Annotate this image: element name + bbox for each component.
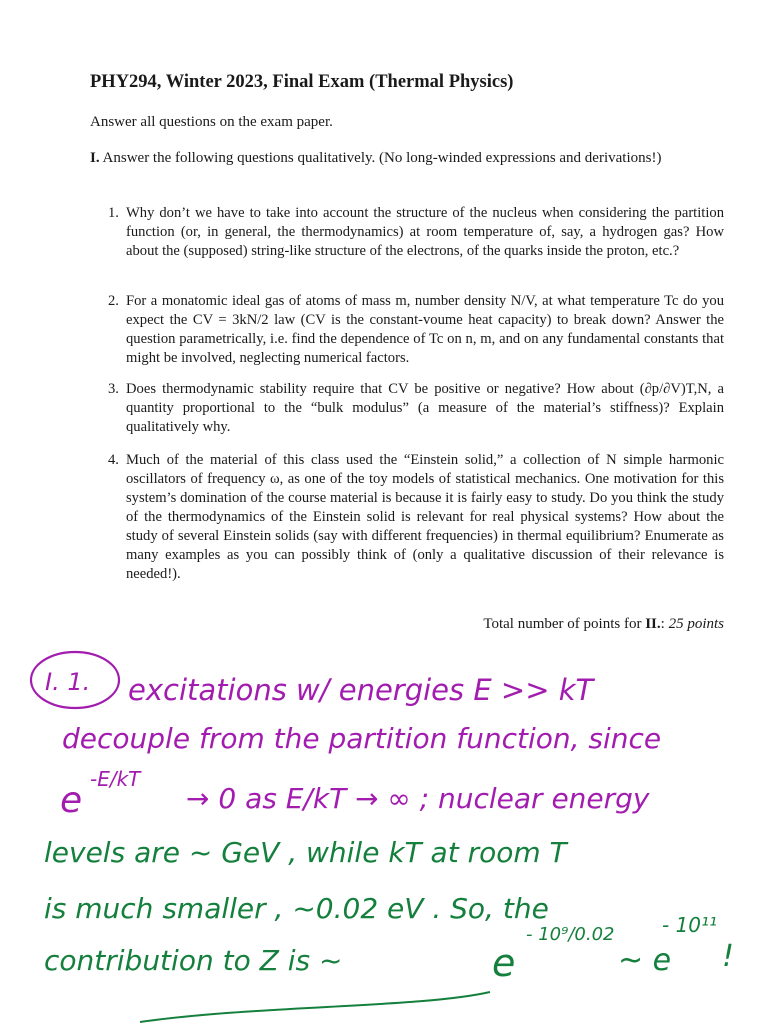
points-prefix: Total number of points for (483, 616, 646, 632)
answer-label: I. 1. (45, 668, 91, 696)
underline-stroke (140, 992, 490, 1022)
question-number: 1. (108, 205, 119, 221)
question-1 (108, 204, 724, 261)
question-4 (108, 451, 724, 584)
question-number: 2. (108, 293, 119, 309)
question-text: Much of the material of this class used the “Einstein solid,” a collection of N simple harmonic oscillators of frequency ω, as one of the toy models of statistical mechanics. One motivation for this system’s domination of the course material is because it is fairly easy to study. Do you think the study of the thermodynamics of the Einstein solid is relevant for real physical systems? How about the study of several Einstein solids (say with different frequencies) in thermal equilibrium? Enumerate as many examples as you can possibly think of (only a qualitative discussion of their relevance is needed!). (126, 452, 724, 582)
hand-exp2-base: e (492, 941, 516, 985)
points-value: 25 points (668, 616, 724, 632)
hand-line-3: → 0 as E/kT → ∞ ; nuclear energy (186, 782, 650, 815)
question-number: 4. (108, 452, 119, 468)
question-number: 3. (108, 381, 119, 397)
question-text: Why don’t we have to take into account the structure of the nucleus when considering the partition function (or, in general, the thermodynamics) at room temperature of, say, a hydrogen gas? How about the (supposed) string-like structure of the electrons, of the quarks inside the proton, etc.? (126, 205, 724, 259)
part-label: I. (90, 150, 100, 166)
hand-exp-power: -E/kT (90, 767, 141, 791)
total-points (483, 616, 724, 633)
hand-line-2: decouple from the partition function, since (62, 722, 662, 755)
hand-line-4: levels are ~ GeV , while kT at room T (44, 836, 567, 869)
points-colon: : (660, 616, 665, 632)
question-2 (108, 292, 724, 368)
question-text: Does thermodynamic stability require that CV be positive or negative? How about (∂p/∂V)T,N, a quantity proportional to the “bulk modulus” (a measure of the material’s stiffness)? Explain qualitatively why. (126, 381, 724, 435)
question-3 (108, 380, 724, 437)
instructions: Answer all questions on the exam paper. (90, 114, 333, 130)
hand-exp-base: e (60, 780, 83, 821)
handwritten-answer (0, 640, 768, 1024)
hand-line-1: excitations w/ energies E >> kT (128, 673, 594, 707)
points-part: II. (645, 616, 661, 632)
part-heading (90, 150, 730, 167)
hand-line-5: is much smaller , ~0.02 eV . So, the (44, 892, 549, 925)
hand-exclaim: ! (722, 939, 735, 974)
hand-exp2-power: - 10⁹/0.02 (526, 924, 615, 945)
part-text: Answer the following questions qualitatively. (No long-winded expressions and derivations!) (102, 150, 662, 166)
hand-line-6: contribution to Z is ~ (44, 944, 343, 977)
exam-title: PHY294, Winter 2023, Final Exam (Thermal Physics) (90, 72, 514, 92)
hand-exp3: ~ e (618, 943, 672, 978)
question-text: For a monatomic ideal gas of atoms of mass m, number density N/V, at what temperature Tc do you expect the CV = 3kN/2 law (CV is the constant-voume heat capacity) to break down? Answer the question parametrically, i.e. find the dependence of Tc on n, m, and on any fundamental constants that might be involved, neglecting numerical factors. (126, 293, 724, 366)
hand-exp3-power: - 10¹¹ (662, 913, 718, 937)
